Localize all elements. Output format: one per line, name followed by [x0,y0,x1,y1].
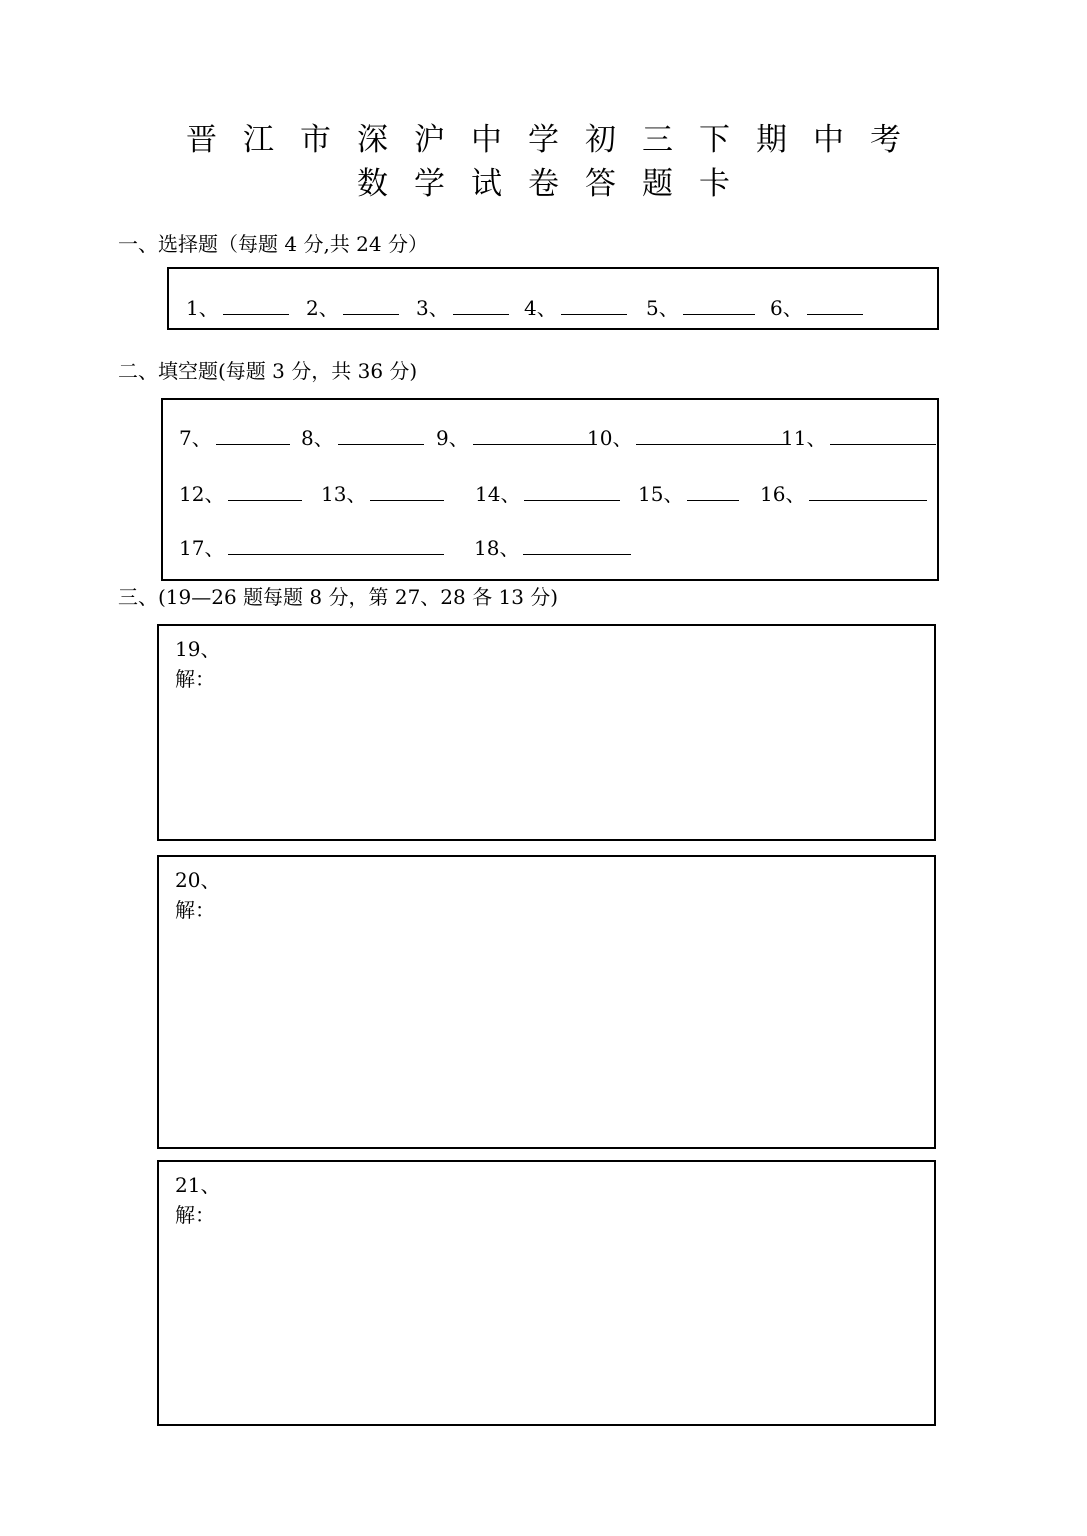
section-heading-solve: 三、(19—26 题每题 8 分，第 27、28 各 13 分) [118,585,559,609]
choice-item-label: 4、 [524,296,557,320]
answer-blank[interactable] [523,534,631,555]
question-number: 20、 [175,868,221,892]
exam-title-line1: 晋江市深沪中学初三下期中考 [186,122,927,158]
fill-item-label: 18、 [474,536,520,560]
fill-item-label: 14、 [475,482,521,506]
choice-item-label: 6、 [770,296,803,320]
answer-blank[interactable] [216,424,290,445]
fill-item-17 [179,534,444,561]
answer-box-21[interactable] [157,1160,936,1426]
answer-blank[interactable] [524,480,620,501]
answer-blank[interactable] [636,424,786,445]
fill-item-8 [301,424,424,451]
answer-blank[interactable] [223,294,289,315]
choice-item-label: 5、 [646,296,679,320]
choice-item-label: 1、 [186,296,219,320]
choice-item-3 [416,294,509,321]
fill-item-12 [179,480,302,507]
fill-item-14 [475,480,620,507]
solution-label: 解： [175,1203,215,1227]
question-number: 19、 [175,637,221,661]
fill-item-label: 12、 [179,482,225,506]
choice-item-label: 2、 [306,296,339,320]
choice-item-label: 3、 [416,296,449,320]
fill-item-16 [760,480,927,507]
answer-blank[interactable] [228,534,444,555]
solution-label: 解： [175,898,215,922]
answer-blank[interactable] [561,294,627,315]
choice-item-4 [524,294,627,321]
section-heading-choice: 一、选择题（每题 4 分,共 24 分） [118,232,428,256]
question-number: 21、 [175,1173,221,1197]
answer-box-20[interactable] [157,855,936,1149]
fill-item-7 [179,424,290,451]
solution-label: 解： [175,667,215,691]
choice-item-1 [186,294,289,321]
fill-item-label: 16、 [760,482,806,506]
fill-answer-box [161,398,939,581]
choice-answer-box [167,267,939,330]
fill-item-label: 10、 [587,426,633,450]
fill-item-18 [474,534,631,561]
fill-item-11 [781,424,936,451]
exam-title-line2: 数学试卷答题卡 [357,166,756,202]
fill-item-label: 9、 [436,426,469,450]
answer-blank[interactable] [807,294,863,315]
choice-item-6 [770,294,863,321]
fill-item-label: 11、 [781,426,827,450]
answer-blank[interactable] [338,424,424,445]
fill-item-9 [436,424,591,451]
answer-blank[interactable] [343,294,399,315]
answer-blank[interactable] [473,424,591,445]
answer-blank[interactable] [683,294,755,315]
fill-item-10 [587,424,786,451]
answer-blank[interactable] [370,480,444,501]
answer-box-19[interactable] [157,624,936,841]
fill-item-13 [321,480,444,507]
answer-blank[interactable] [830,424,936,445]
answer-blank[interactable] [453,294,509,315]
answer-blank[interactable] [228,480,302,501]
fill-item-label: 15、 [638,482,684,506]
fill-item-label: 8、 [301,426,334,450]
section-heading-fill: 二、填空题(每题 3 分，共 36 分) [118,359,418,383]
choice-item-5 [646,294,755,321]
choice-item-2 [306,294,399,321]
answer-blank[interactable] [809,480,927,501]
answer-blank[interactable] [687,480,739,501]
fill-item-15 [638,480,739,507]
fill-item-label: 13、 [321,482,367,506]
fill-item-label: 17、 [179,536,225,560]
fill-item-label: 7、 [179,426,212,450]
